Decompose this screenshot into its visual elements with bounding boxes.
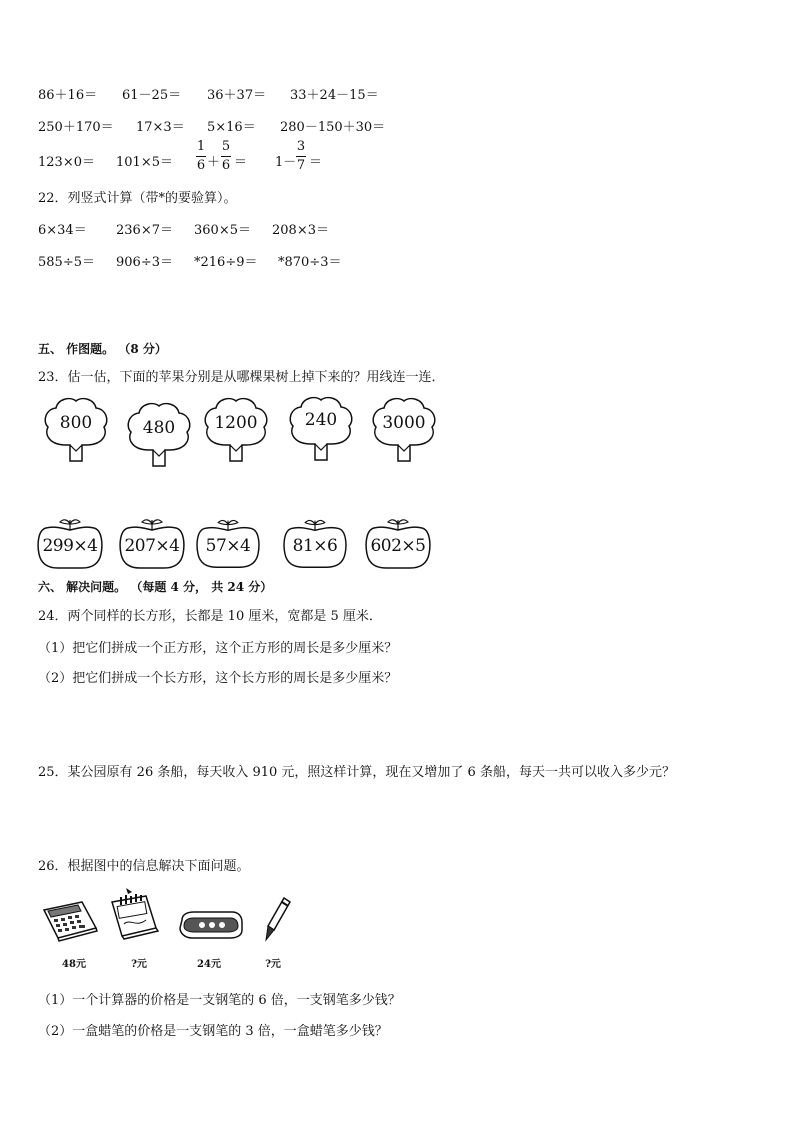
calc-236x7: 236×7＝: [116, 223, 173, 238]
calc-86-16: 86＋16＝: [38, 88, 98, 103]
apple-57x4[interactable]: [195, 514, 261, 570]
apple-label: 207×4: [124, 536, 180, 556]
calc-360x5: 360×5＝: [194, 223, 251, 238]
fraction-three-sevenths: 3 7: [296, 139, 306, 173]
calc-33-24-15: 33＋24－15＝: [290, 88, 379, 103]
pen-icon: [260, 896, 292, 942]
crayon-box-icon: [106, 888, 160, 940]
fraction-one-sixth: 1 6: [196, 139, 206, 173]
tree-label: 480: [142, 418, 176, 438]
q26-part1: （1）一个计算器的价格是一支钢笔的 6 倍，一支钢笔多少钱？: [38, 993, 401, 1008]
apple-label: 299×4: [42, 536, 98, 556]
calc-36-37: 36＋37＝: [207, 88, 267, 103]
tree-label: 3000: [382, 413, 426, 433]
q24-part2: （2）把它们拼成一个长方形，这个长方形的周长是多少厘米？: [38, 671, 398, 686]
q22-title: 22．列竖式计算（带*的要验算）。: [38, 191, 237, 206]
apple-label: 602×5: [370, 536, 426, 556]
calculator-icon: [42, 898, 98, 942]
calc-101x5: 101×5＝: [116, 155, 173, 170]
calc-216d9: *216÷9＝: [194, 255, 258, 270]
calc-123x0: 123×0＝: [38, 155, 95, 170]
tree-480[interactable]: [123, 398, 195, 470]
section-five-title: 五、 作图题。 （8 分）: [38, 342, 167, 356]
tree-3000[interactable]: [368, 393, 440, 465]
q24-title: 24．两个同样的长方形，长都是 10 厘米，宽都是 5 厘米．: [38, 609, 382, 624]
pencil-case-icon: [178, 910, 244, 940]
tree-1200[interactable]: [200, 393, 272, 465]
price-pencil-case: 24元: [197, 959, 221, 970]
calc-17x3: 17×3＝: [136, 120, 185, 135]
equals-sign-2: ＝: [309, 155, 323, 170]
price-crayon-box: ?元: [131, 959, 147, 970]
tree-240[interactable]: [285, 392, 357, 464]
apple-207x4[interactable]: [118, 514, 186, 570]
apple-label: 81×6: [292, 536, 338, 556]
apple-label: 57×4: [205, 536, 251, 556]
plus-sign: ＋: [207, 155, 221, 170]
price-calculator: 48元: [62, 959, 86, 970]
calc-250-170: 250＋170＝: [38, 120, 114, 135]
calc-6x34: 6×34＝: [38, 223, 87, 238]
calc-870d3: *870÷3＝: [278, 255, 342, 270]
equals-sign: ＝: [234, 155, 248, 170]
q25-title: 25．某公园原有 26 条船，每天收入 910 元，照这样计算，现在又增加了 6 条船，每天一共可以收入多少元？: [38, 765, 675, 780]
one-minus: 1－: [275, 155, 297, 170]
fraction-five-sixths: 5 6: [221, 139, 231, 173]
apple-81x6[interactable]: [282, 514, 348, 570]
tree-label: 1200: [214, 413, 258, 433]
tree-label: 800: [59, 413, 93, 433]
calc-280-150-30: 280－150＋30＝: [280, 120, 386, 135]
calc-585d5: 585÷5＝: [38, 255, 95, 270]
apple-602x5[interactable]: [364, 514, 432, 570]
section-six-title: 六、 解决问题。 （每题 4 分， 共 24 分）: [38, 580, 273, 594]
q23-title: 23．估一估，下面的苹果分别是从哪棵果树上掉下来的？用线连一连．: [38, 370, 445, 385]
apple-299x4[interactable]: [36, 514, 104, 570]
calc-61-25: 61－25＝: [122, 88, 182, 103]
calc-5x16: 5×16＝: [207, 120, 256, 135]
tree-800[interactable]: [40, 393, 112, 465]
q26-title: 26．根据图中的信息解决下面问题。: [38, 859, 250, 874]
q26-part2: （2）一盒蜡笔的价格是一支钢笔的 3 倍，一盒蜡笔多少钱？: [38, 1024, 388, 1039]
calc-906d3: 906÷3＝: [116, 255, 173, 270]
calc-208x3: 208×3＝: [272, 223, 329, 238]
tree-label: 240: [304, 410, 338, 430]
price-pen: ?元: [265, 959, 281, 970]
q24-part1: （1）把它们拼成一个正方形，这个正方形的周长是多少厘米？: [38, 641, 398, 656]
